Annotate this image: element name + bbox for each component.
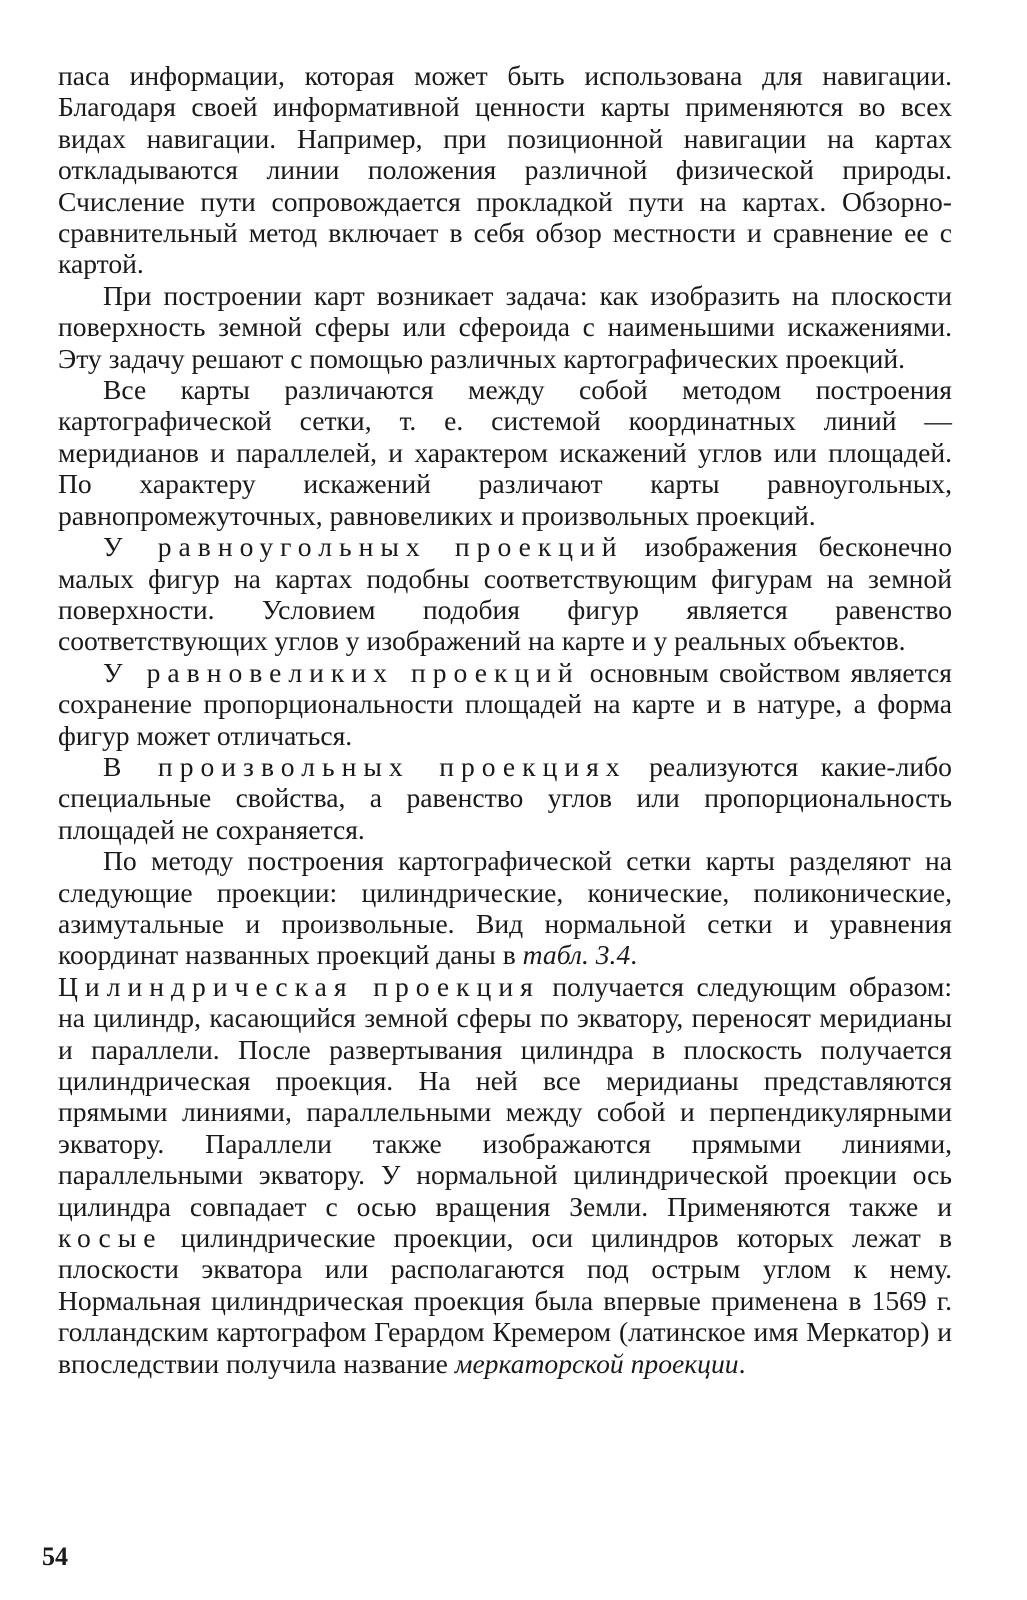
paragraph-text: По методу построения картографической сетки карты разделяют на следующие проекции: цилиндрические, конические, поликонические, азимутальные и произвольные. Вид нормальной сетки и уравнения координат названных проекций даны в (58, 845, 952, 971)
paragraph (58, 657, 952, 751)
paragraph-text: изображения бесконечно малых фигур на картах подобны соответствующим фигурам на земной поверхности. Условием подобия фигур является равенство соответствующих углов у изображений на карте и у реальных объектов. (58, 531, 952, 657)
paragraph-text: . (738, 1347, 746, 1379)
paragraph: Все карты различаются между собой методом построения картографической сетки, т. е. системой координатных линий — меридианов и параллелей, и характером искажений углов или площадей. По характеру искажений различают карты равноугольных, равнопромежуточных, равновеликих и произвольных проекций. (58, 374, 952, 531)
paragraph-text: основным свойством является сохранение пропорциональности площадей на карте и в натуре, а форма фигур может отличаться. (58, 656, 952, 751)
paragraph-text: цилиндрические проекции, оси цилиндров которых лежат в плоскости экватора или располагаются под острым углом к нему. Нормальная цилиндрическая проекция была впервые применена в 1569 г. голландским картографом Герардом Кремером (латинское имя Меркатор) и впоследствии получила название (58, 1222, 952, 1379)
spaced-term: У равновеликих проекций (103, 656, 580, 688)
spaced-term: косые (58, 1222, 163, 1254)
paragraph (58, 845, 952, 971)
paragraph (58, 531, 952, 657)
table-reference: табл. 3.4 (522, 939, 631, 971)
paragraph-text: . (630, 939, 638, 971)
paragraph (58, 971, 952, 1379)
italic-term: меркаторской проекции (454, 1347, 739, 1379)
page-body (58, 60, 952, 1379)
spaced-term: Цилиндрическая проекция (58, 970, 540, 1002)
page-number: 54 (42, 1542, 68, 1571)
paragraph: При построении карт возникает задача: как изобразить на плоскости поверхность земной сферы или сфероида с наименьшими искажениями. Эту задачу решают с помощью различных картографических проекций. (58, 279, 952, 374)
paragraph-text: реализуются какие-либо специальные свойства, а равенство углов или пропорциональность площадей не сохраняется. (58, 750, 952, 845)
spaced-term: В произвольных проекциях (103, 750, 627, 782)
spaced-term: У равноугольных проекций (103, 531, 624, 563)
paragraph: паса информации, которая может быть использована для навигации. Благодаря своей информативной ценности карты применяются во всех видах навигации. Например, при позиционной навигации на картах откладываются линии положения различной физической природы. Счисление пути сопровождается прокладкой пути на картах. Обзорно-сравнительный метод включает в себя обзор местности и сравнение ее с картой. (58, 60, 952, 280)
paragraph-text: получается следующим образом: на цилиндр, касающийся земной сферы по экватору, переносят меридианы и параллели. После развертывания цилиндра в плоскость получается цилиндрическая проекция. На ней все меридианы представляются прямыми линиями, параллельными между собой и перпендикулярными экватору. Параллели также изображаются прямыми линиями, параллельными экватору. У нормальной цилиндрической проекции ось цилиндра совпадает с осью вращения Земли. Применяются также и (58, 970, 952, 1222)
paragraph (58, 751, 952, 845)
